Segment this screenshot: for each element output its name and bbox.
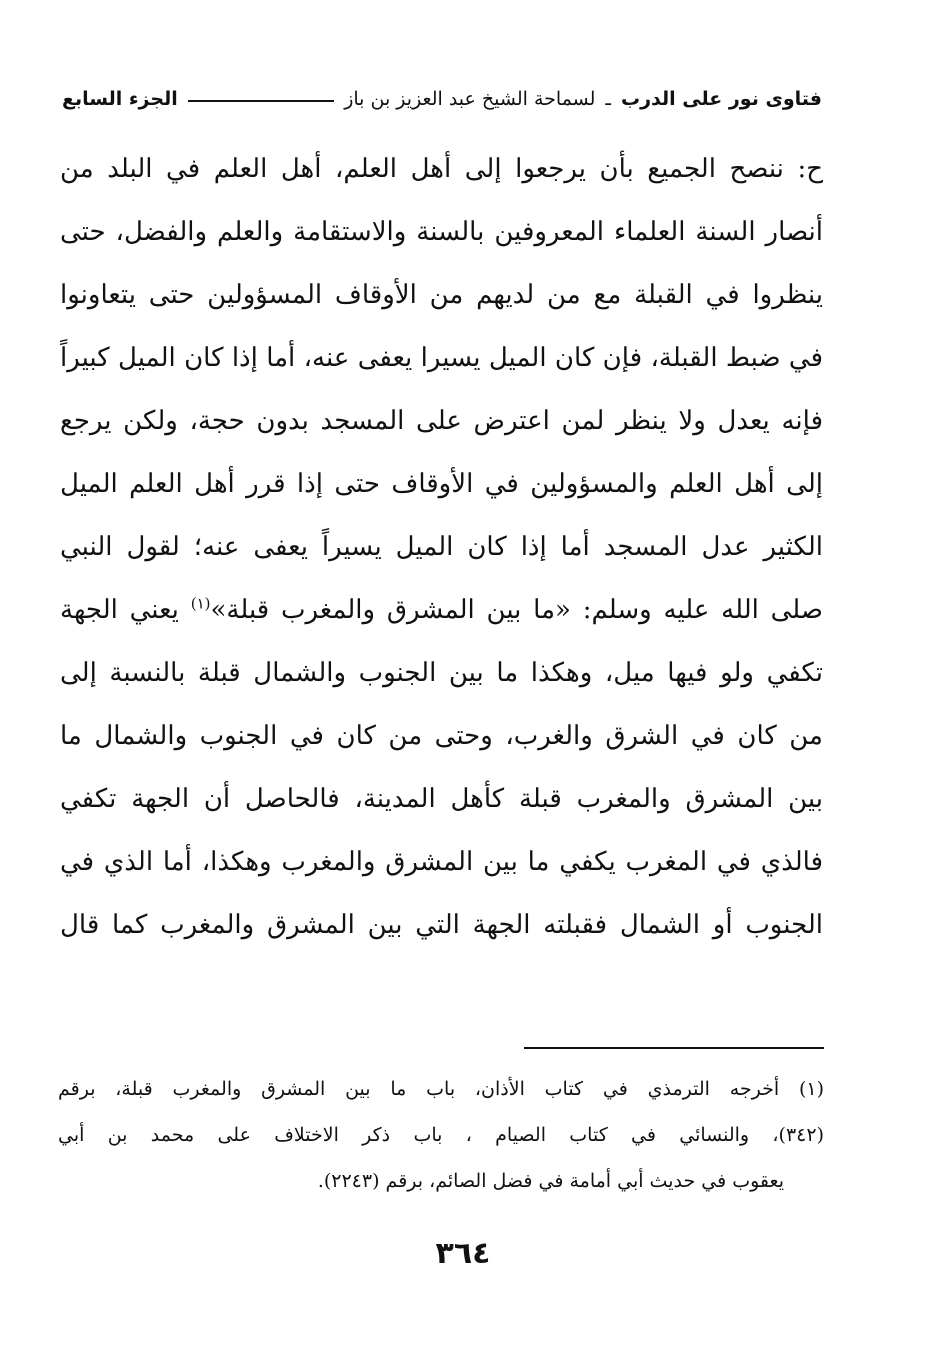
text-line: الجنوب أو الشمال فقبلته الجهة التي بين المشرق والمغرب كما قال xyxy=(60,910,823,940)
text-line: ح: ننصح الجميع بأن يرجعوا إلى أهل العلم، أهل العلم في البلد من xyxy=(60,154,823,184)
text-continuation: يعني الجهة xyxy=(60,595,191,625)
text-line-with-footnote xyxy=(60,579,823,642)
footnotes xyxy=(58,1066,824,1204)
text-line: من كان في الشرق والغرب، وحتى من كان في الجنوب والشمال ما xyxy=(60,721,823,751)
running-header xyxy=(62,82,822,116)
footnote-line: (٣٤٢)، والنسائي في كتاب الصيام ، باب ذكر الاختلاف على محمد بن أبي xyxy=(58,1124,824,1146)
text-line: تكفي ولو فيها ميل، وهكذا ما بين الجنوب والشمال قبلة بالنسبة إلى xyxy=(60,658,823,688)
header-rule xyxy=(188,100,335,102)
footnote-divider xyxy=(524,1047,824,1049)
hadith-quote: صلى الله عليه وسلم: «ما بين المشرق والمغرب قبلة» xyxy=(210,595,823,625)
main-text xyxy=(60,138,823,957)
text-line: فإنه يعدل ولا ينظر لمن اعترض على المسجد بدون حجة، ولكن يرجع xyxy=(60,406,823,436)
text-line: الكثير عدل المسجد أما إذا كان الميل يسيراً يعفى عنه؛ لقول النبي xyxy=(60,532,823,562)
page-number: ٣٦٤ xyxy=(435,1236,491,1271)
footnote-line: يعقوب في حديث أبي أمامة في فضل الصائم، برقم (٢٢٤٣). xyxy=(317,1170,784,1192)
text-line: إلى أهل العلم والمسؤولين في الأوقاف حتى إذا قرر أهل العلم الميل xyxy=(60,469,823,499)
header-separator: ـ xyxy=(605,88,611,110)
text-line: ينظروا في القبلة مع من لديهم من الأوقاف المسؤولين حتى يتعاونوا xyxy=(60,280,823,310)
text-line: في ضبط القبلة، فإن كان الميل يسيرا يعفى عنه، أما إذا كان الميل كبيراً xyxy=(60,343,823,373)
text-line: أنصار السنة العلماء المعروفين بالسنة والاستقامة والعلم والفضل، حتى xyxy=(60,217,823,247)
volume-label: الجزء السابع xyxy=(62,88,178,110)
footnote-reference[interactable]: (١) xyxy=(190,594,211,613)
book-title: فتاوى نور على الدرب xyxy=(621,88,822,110)
footnote-line: (١) أخرجه الترمذي في كتاب الأذان، باب ما بين المشرق والمغرب قبلة، برقم xyxy=(58,1078,824,1100)
text-line: فالذي في المغرب يكفي ما بين المشرق والمغرب وهكذا، أما الذي في xyxy=(60,847,823,877)
text-line: بين المشرق والمغرب قبلة كأهل المدينة، فالحاصل أن الجهة تكفي xyxy=(60,784,823,814)
author-credit: لسماحة الشيخ عبد العزيز بن باز xyxy=(344,88,596,110)
